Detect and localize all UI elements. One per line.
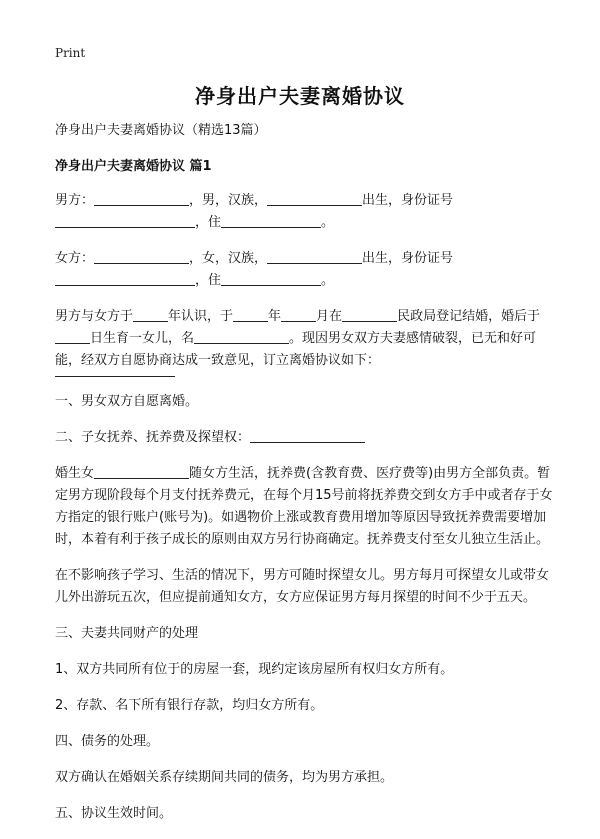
name-blank xyxy=(94,191,189,206)
birth-blank xyxy=(267,191,362,206)
id-blank xyxy=(55,271,195,286)
male-text: 。 xyxy=(321,215,335,230)
clause-1: 一、男女双方自愿离婚。 xyxy=(55,394,199,409)
female-text: ，女，汉族， xyxy=(189,251,268,266)
document-subtitle: 净身出户夫妻离婚协议（精选13篇） xyxy=(55,123,267,138)
clause-4: 四、债务的处理。 xyxy=(55,734,160,749)
female-label: 女方： xyxy=(55,251,95,266)
female-text: 。 xyxy=(321,273,335,288)
month-blank xyxy=(281,307,316,322)
clause-2-detail xyxy=(55,463,555,551)
visitation-paragraph: 在不影响孩子学习、生活的情况下，男方可随时探望女儿。男方每月可探望女儿或带女儿外出游玩五次，但应提前通知女方，女方应保证男方每月探望的时间不少于五天。 xyxy=(55,568,550,605)
clause-3: 三、夫妻共同财产的处理 xyxy=(55,626,199,641)
male-label: 男方： xyxy=(55,193,95,208)
female-text: ，住 xyxy=(195,273,222,288)
clause-text: 随女方生活，抚养费(含教育费、医疗费等)由男方全部负责。暂定男方现阶段每个月支付抚养费元，在每个月15号前将抚养费交到女方手中或者存于女方指定的银行账户(账号为)。如遇物价上涨或教育费用增加等原因导致抚养费需要增加时，本着有利于孩子成长的原则由双方另行协商确定。抚养费支付至女儿独立生活止。 xyxy=(55,466,553,547)
year-blank xyxy=(133,307,168,322)
female-text: 出生，身份证号 xyxy=(362,251,454,266)
clause-2-text: 二、子女抚养、抚养费及探望权： xyxy=(55,430,251,445)
marriage-intro xyxy=(55,306,555,372)
date-blank xyxy=(55,329,90,344)
clause-3-1: 1、双方共同所有位于的房屋一套，现约定该房屋所有权归女方所有。 xyxy=(55,662,454,677)
clause-4-detail: 双方确认在婚姻关系存续期间共同的债务，均为男方承担。 xyxy=(55,770,394,785)
name-blank xyxy=(94,249,189,264)
female-party-info xyxy=(55,248,555,292)
bureau-blank xyxy=(342,307,397,322)
clause-text: 婚生女 xyxy=(55,466,95,481)
document-title: 净身出户夫妻离婚协议 xyxy=(195,84,405,108)
intro-text: 。现因男女双方夫妻感情破裂，已无和好可能，经双方自愿协商达成一致意见，订立离婚协议如下： xyxy=(55,331,537,368)
clause-3-2: 2、存款、名下所有银行存款，均归女方所有。 xyxy=(55,698,324,713)
male-text: 出生，身份证号 xyxy=(362,193,454,208)
document-body xyxy=(55,120,555,839)
male-text: ，男，汉族， xyxy=(189,193,268,208)
section-title: 净身出户夫妻离婚协议 篇1 xyxy=(55,159,212,174)
intro-text: 民政局登记结婚，婚后于 xyxy=(397,309,541,324)
intro-text: 年 xyxy=(268,309,282,324)
clause-2 xyxy=(55,427,555,449)
id-blank xyxy=(55,213,195,228)
address-blank xyxy=(221,213,321,228)
intro-text: 年认识，于 xyxy=(168,309,234,324)
daughter-name-blank xyxy=(94,464,189,479)
male-text: ，住 xyxy=(195,215,222,230)
clause-2-blank xyxy=(250,428,365,443)
intro-text: 男方与女方于 xyxy=(55,309,134,324)
year-blank xyxy=(233,307,268,322)
child-name-blank xyxy=(194,329,289,344)
male-party-info xyxy=(55,190,555,234)
print-label[interactable]: Print xyxy=(55,46,86,60)
address-blank xyxy=(221,271,321,286)
birth-blank xyxy=(267,249,362,264)
clause-5: 五、协议生效时间。 xyxy=(55,806,173,821)
intro-text: 月在 xyxy=(316,309,343,324)
intro-text: 日生育一女儿，名 xyxy=(90,331,195,346)
